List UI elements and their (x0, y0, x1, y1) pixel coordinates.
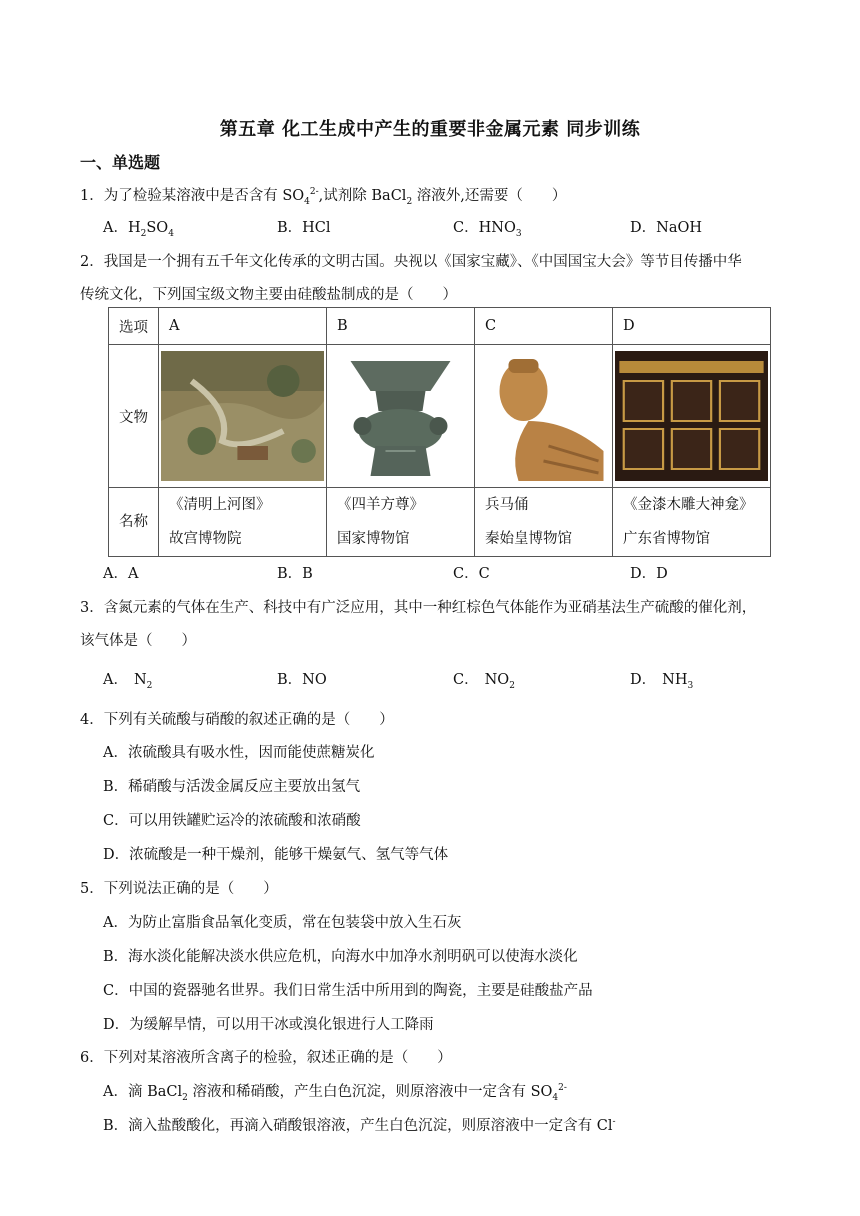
question-2-option-c[interactable]: C．C (453, 566, 490, 582)
question-6-stem: 6．下列对某溶液所含离子的检验，叙述正确的是（ ） (80, 1050, 452, 1066)
relic-image-d (613, 345, 771, 488)
section-heading: 一、单选题 (80, 153, 161, 172)
question-3-option-d[interactable]: D． $NH_3$ (630, 672, 694, 691)
question-3-stem-line-1: 3．含氮元素的气体在生产、科技中有广泛应用，其中一种红棕色气体能作为亚硝基法生产硫酸的催化剂， (80, 600, 757, 616)
relic-name-a: 《清明上河图》 故宫博物院 (159, 488, 327, 557)
relics-table (108, 307, 771, 557)
relic-image-b (327, 345, 475, 488)
question-5-option-d[interactable]: D．为缓解旱情，可以用干冰或溴化银进行人工降雨 (103, 1017, 434, 1033)
relic-name-c: 兵马俑 秦始皇博物馆 (475, 488, 613, 557)
table-header-cell: 选项 (109, 308, 159, 345)
question-1-option-d[interactable]: D．NaOH (630, 220, 703, 236)
question-3-option-b[interactable]: B．NO (277, 672, 327, 688)
relic-name-b: 《四羊方尊》 国家博物馆 (327, 488, 475, 557)
table-header-cell: D (613, 308, 771, 345)
table-header-cell: A (159, 308, 327, 345)
question-3-stem-line-2: 该气体是（ ） (80, 633, 196, 649)
question-5-option-b[interactable]: B．海水淡化能解决淡水供应危机，向海水中加净水剂明矾可以使海水淡化 (103, 949, 578, 965)
question-5-option-c[interactable]: C．中国的瓷器驰名世界。我们日常生活中所用到的陶瓷，主要是硅酸盐产品 (103, 983, 593, 999)
table-row-label: 文物 (109, 345, 159, 488)
bronze-vessel-image (329, 351, 472, 481)
lacquer-shrine-image (615, 351, 768, 481)
relic-image-a (159, 345, 327, 488)
relic-image-c (475, 345, 613, 488)
question-4-option-b[interactable]: B．稀硝酸与活泼金属反应主要放出氢气 (103, 779, 361, 795)
question-4-option-c[interactable]: C．可以用铁罐贮运冷的浓硫酸和浓硝酸 (103, 813, 361, 829)
question-6-option-a[interactable]: A．滴 BaCl$_2$ 溶液和稀硝酸，产生白色沉淀，则原溶液中一定含有 $SO_4^{2-}$ (103, 1083, 567, 1103)
question-1-stem: 1．为了检验某溶液中是否含有 $SO_4^{2-}$,试剂除 BaCl$_2$ 溶液外,还需要（ ） (80, 187, 567, 207)
table-row-label: 名称 (109, 488, 159, 557)
table-header-cell: C (475, 308, 613, 345)
question-2-option-b[interactable]: B．B (277, 566, 313, 582)
question-4-stem: 4．下列有关硫酸与硝酸的叙述正确的是（ ） (80, 712, 394, 728)
document-title: 第五章 化工生成中产生的重要非金属元素 同步训练 (219, 119, 641, 140)
question-2-stem-line-1: 2．我国是一个拥有五千年文化传承的文明古国。央视以《国家宝藏》、《中国国宝大会》等节目传播中华 (80, 254, 742, 270)
relic-name-d: 《金漆木雕大神龛》 广东省博物馆 (613, 488, 771, 557)
question-1-option-b[interactable]: B．HCl (277, 220, 331, 236)
question-2-option-a[interactable]: A．A (103, 566, 139, 582)
question-1-option-c[interactable]: C．$HNO_3$ (453, 220, 522, 239)
question-3-option-c[interactable]: C． $NO_2$ (453, 672, 515, 691)
question-5-stem: 5．下列说法正确的是（ ） (80, 881, 278, 897)
question-4-option-a[interactable]: A．浓硫酸具有吸水性，因而能使蔗糖炭化 (103, 745, 375, 761)
question-3-option-a[interactable]: A． $N_2$ (103, 672, 153, 691)
question-5-option-a[interactable]: A．为防止富脂食品氧化变质，常在包装袋中放入生石灰 (103, 915, 462, 931)
question-6-option-b[interactable]: B．滴入盐酸酸化，再滴入硝酸银溶液，产生白色沉淀，则原溶液中一定含有 Cl- (103, 1117, 616, 1134)
question-2-option-d[interactable]: D．D (630, 566, 668, 582)
question-1-option-a[interactable]: A．$H_2SO_4$ (103, 220, 174, 239)
terracotta-warrior-image (477, 351, 610, 481)
question-4-option-d[interactable]: D．浓硫酸是一种干燥剂，能够干燥氨气、氢气等气体 (103, 847, 449, 863)
table-header-cell: B (327, 308, 475, 345)
question-2-stem-line-2: 传统文化，下列国宝级文物主要由硅酸盐制成的是（ ） (80, 287, 457, 303)
painting-image (161, 351, 324, 481)
